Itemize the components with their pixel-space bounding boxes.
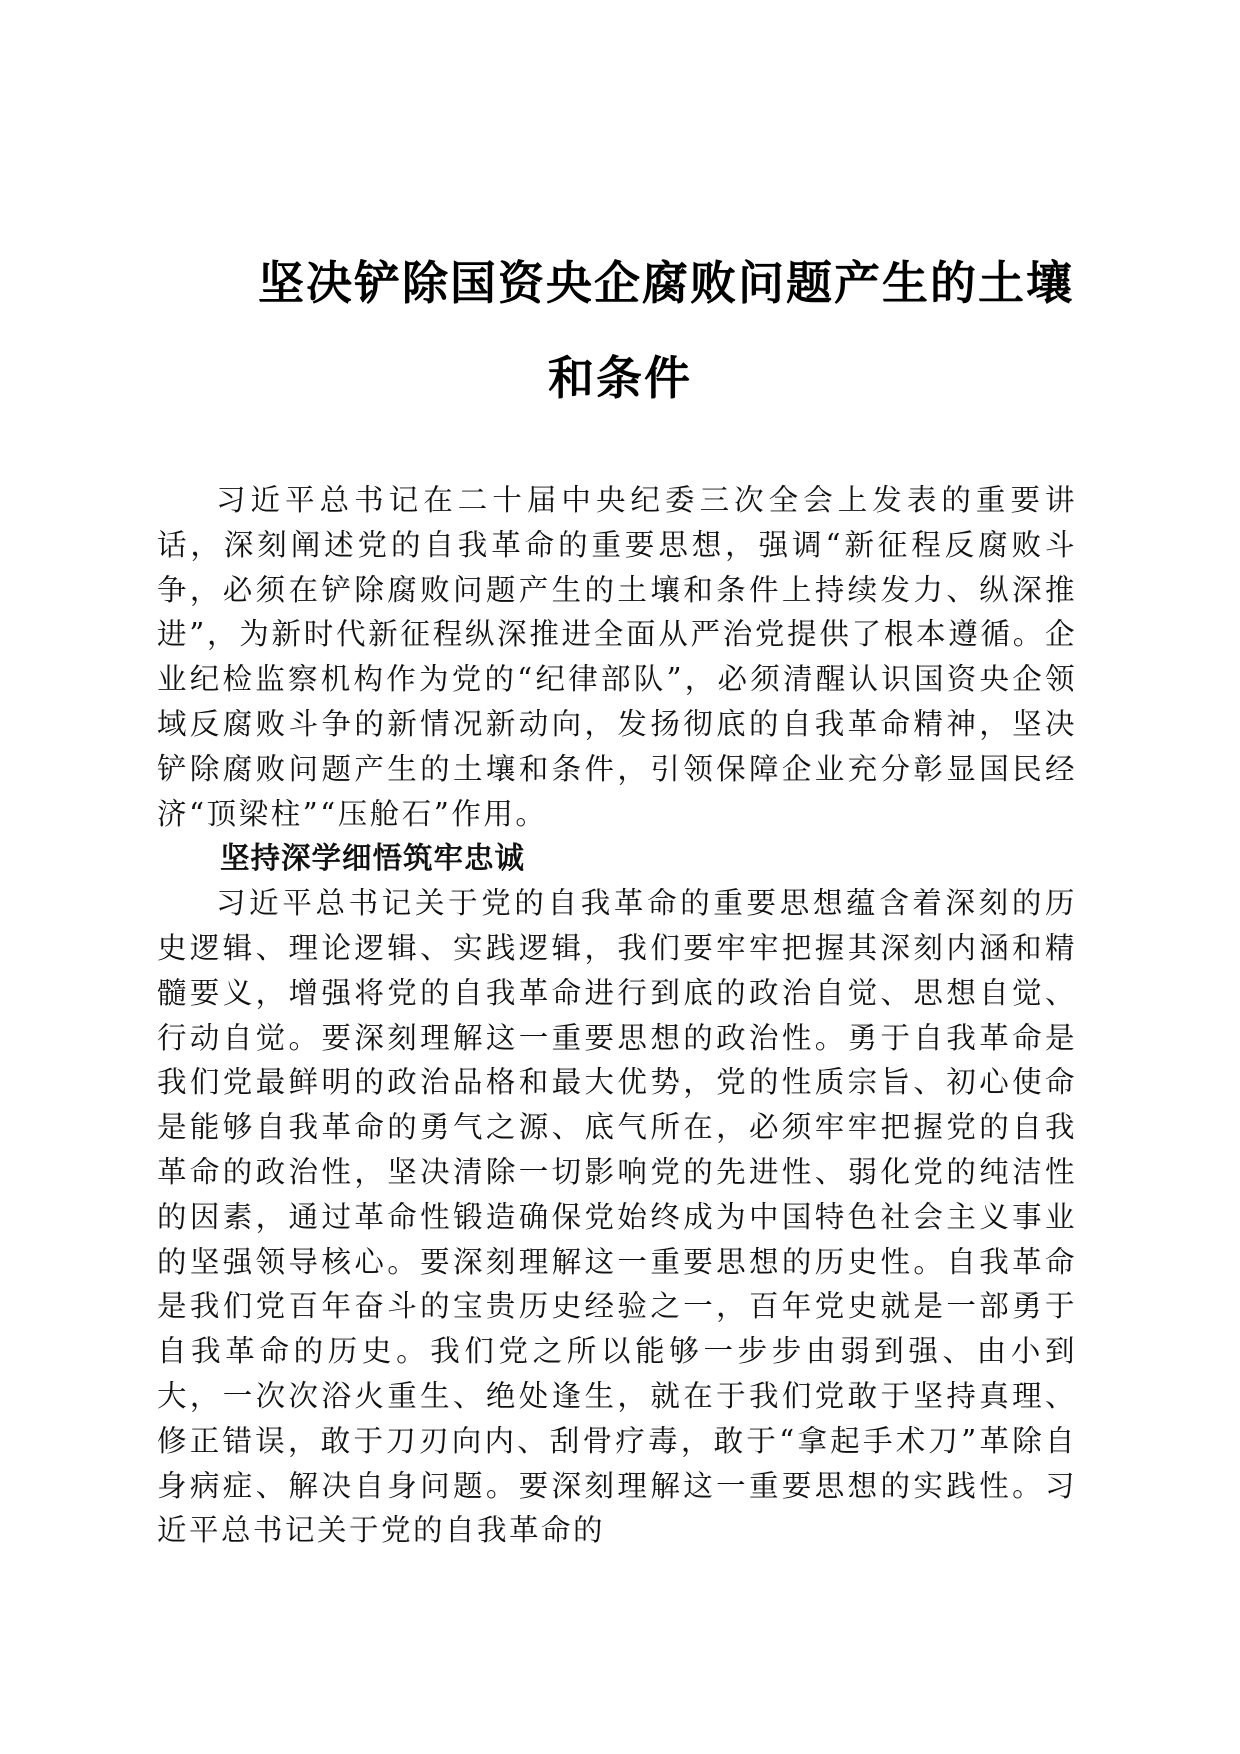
document-title-line-1: 坚决铲除国资央企腐败问题产生的土壤 [258, 256, 1074, 310]
document-body [157, 478, 1077, 1553]
document-title-line-2: 和条件 [548, 351, 692, 405]
intro-paragraph: 习近平总书记在二十届中央纪委三次全会上发表的重要讲话，深刻阐述党的自我革命的重要思想，强调“新征程反腐败斗争，必须在铲除腐败问题产生的土壤和条件上持续发力、纵深推进”，为新时代新征程纵深推进全面从严治党提供了根本遵循。企业纪检监察机构作为党的“纪律部队”，必须清醒认识国资央企领域反腐败斗争的新情况新动向，发扬彻底的自我革命精神，坚决铲除腐败问题产生的土壤和条件，引领保障企业充分彰显国民经济“顶梁柱”“压舱石”作用。 [157, 483, 1077, 831]
section-paragraph: 习近平总书记关于党的自我革命的重要思想蕴含着深刻的历史逻辑、理论逻辑、实践逻辑，我们要牢牢把握其深刻内涵和精髓要义，增强将党的自我革命进行到底的政治自觉、思想自觉、行动自觉。要深刻理解这一重要思想的政治性。勇于自我革命是我们党最鲜明的政治品格和最大优势，党的性质宗旨、初心使命是能够自我革命的勇气之源、底气所在，必须牢牢把握党的自我革命的政治性，坚决清除一切影响党的先进性、弱化党的纯洁性的因素，通过革命性锻造确保党始终成为中国特色社会主义事业的坚强领导核心。要深刻理解这一重要思想的历史性。自我革命是我们党百年奋斗的宝贵历史经验之一，百年党史就是一部勇于自我革命的历史。我们党之所以能够一步步由弱到强、由小到大，一次次浴火重生、绝处逢生，就在于我们党敢于坚持真理、修正错误，敢于刀刃向内、刮骨疗毒，敢于“拿起手术刀”革除自身病症、解决自身问题。要深刻理解这一重要思想的实践性。习近平总书记关于党的自我革命的 [157, 886, 1077, 1548]
section-heading: 坚持深学细悟筑牢忠诚 [220, 841, 526, 876]
